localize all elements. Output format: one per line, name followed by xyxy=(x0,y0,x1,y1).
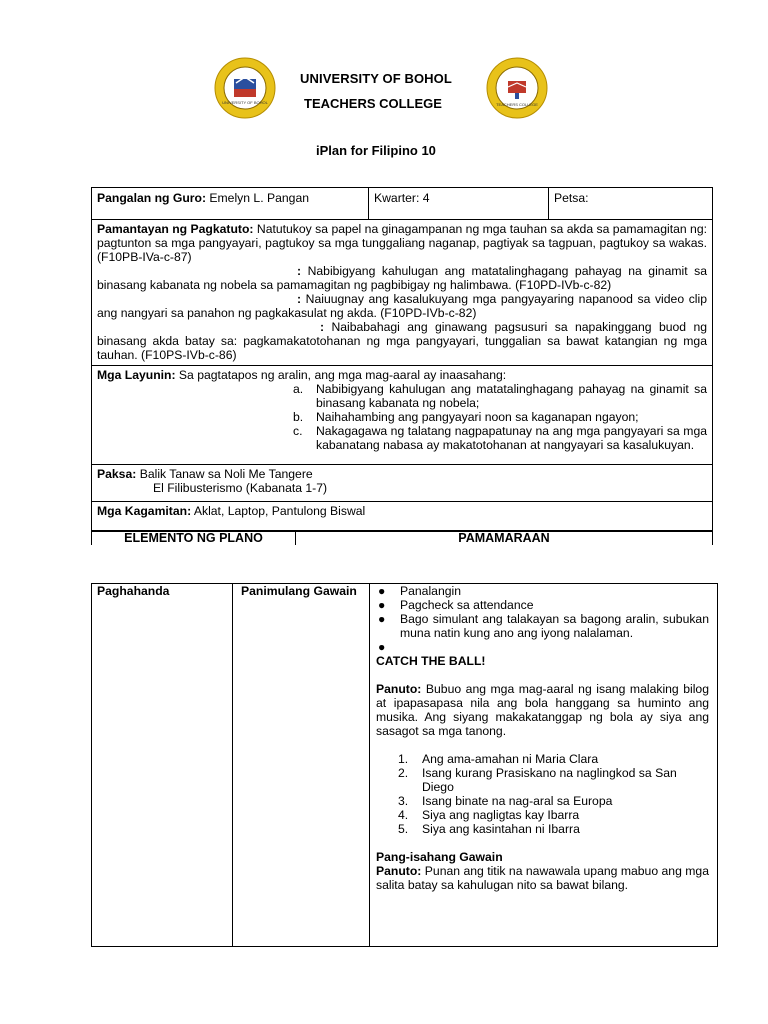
objective-item xyxy=(293,382,707,410)
question-text: Isang binate na nag-aral sa Europa xyxy=(422,794,613,808)
teacher-label: Pangalan ng Guro: xyxy=(97,191,207,205)
question-text: Ang ama-amahan ni Maria Clara xyxy=(422,752,599,766)
question-text: Siya ang kasintahan ni Ibarra xyxy=(422,822,580,836)
topic-line-2: El Filibusterismo (Kabanata 1-7) xyxy=(153,481,328,495)
question-text: Isang kurang Prasiskano na naglingkod sa San Diego xyxy=(422,766,677,794)
objectives-label: Mga Layunin: xyxy=(97,368,176,382)
bullet-dot: ● xyxy=(378,584,386,598)
standard-3: Naiuugnay ang kasalukuyang mga pangyayaring napanood sa video clip ang nangyari sa panahon ng pagkakasulat ng akda. (F10PD-IVb-c-82) xyxy=(97,292,707,320)
bullet-text: Pagcheck sa attendance xyxy=(400,598,534,612)
college-seal-logo xyxy=(486,57,548,119)
objectives-section xyxy=(91,366,713,465)
instructions-2-label: Panuto: xyxy=(376,864,422,878)
objective-item xyxy=(293,424,707,452)
question-number: 4. xyxy=(398,808,409,822)
preparation-cell: Paghahanda xyxy=(92,584,233,946)
question-text: Siya ang nagligtas kay Ibarra xyxy=(422,808,580,822)
question-item xyxy=(398,808,709,822)
instructions-label: Panuto: xyxy=(376,682,422,696)
info-row xyxy=(91,187,713,220)
individual-activity-title: Pang-isahang Gawain xyxy=(376,850,503,864)
materials-section xyxy=(91,502,713,531)
objective-item xyxy=(293,410,707,424)
university-seal-logo xyxy=(214,57,276,119)
element-header: ELEMENTO NG PLANO xyxy=(92,532,296,545)
question-number: 3. xyxy=(398,794,409,808)
bullet-item xyxy=(376,640,709,654)
bullet-dot: ● xyxy=(378,598,386,612)
plan-title: iPlan for Filipino 10 xyxy=(316,143,436,158)
materials-value: Aklat, Laptop, Pantulong Biswal xyxy=(191,504,366,518)
standard-1: Natutukoy sa papel na ginagampanan ng mga tauhan sa akda sa pamamagitan ng: pagtunton sa mga pangyayari, pagtukoy sa mga tunggaliang naganap, pagtiyak sa tagpuan, pagtukoy sa wakas. (F10PB-IVa-c-87) xyxy=(97,222,707,264)
objectives-list xyxy=(97,382,707,452)
date-cell: Petsa: xyxy=(554,191,589,205)
instructions-text: Bubuo ang mga mag-aaral ng isang malaking bilog at ipapasapasa nila ang bola hanggang sa huminto ang musika. Ang siyang makakatanggap ng bola ay siya ang sasagot sa mga tanong. xyxy=(376,682,709,738)
teacher-cell xyxy=(92,188,369,219)
procedure-header: PAMAMARAAN xyxy=(458,531,550,545)
instructions-2-text: Punan ang titik na nawawala upang mabuo ang mga salita batay sa kahulugan nito sa bawat bilang. xyxy=(376,864,709,892)
bullet-item xyxy=(376,584,709,598)
bullet-text: Bago simulant ang talakayan sa bagong aralin, subukan muna natin kung ano ang iyong nalalaman. xyxy=(400,612,709,640)
standard-4-colon: : xyxy=(320,320,325,334)
topic-line-1: Balik Tanaw sa Noli Me Tangere xyxy=(136,467,313,481)
question-number: 2. xyxy=(398,766,409,780)
standard-4: Naibabahagi ang ginawang pagsusuri sa napakinggang buod ng binasang akda batay sa: pagkamakatotohanan ng mga pangyayari, tunggalian sa bawat katangian ng mga tauhan. (F10PS-IVb-c-86) xyxy=(97,320,707,362)
question-item xyxy=(398,794,709,808)
logo-right-text: TEACHERS COLLEGE xyxy=(496,102,538,107)
standards-section xyxy=(91,220,713,366)
standard-3-colon: : xyxy=(297,292,302,306)
topic-section xyxy=(91,465,713,502)
question-number: 5. xyxy=(398,822,409,836)
document-header xyxy=(0,0,768,180)
standards-label: Pamantayan ng Pagkatuto: xyxy=(97,222,254,236)
teacher-value: Emelyn L. Pangan xyxy=(206,191,309,205)
procedure-bullets xyxy=(376,584,709,654)
lesson-plan-table xyxy=(91,187,713,545)
objective-marker: c. xyxy=(293,424,303,438)
objective-marker: b. xyxy=(293,410,304,424)
bullet-item xyxy=(376,612,709,640)
objective-text: Nabibigyang kahulugan ang matatalinghagang pahayag na ginamit sa binasang kabanata ng nobela; xyxy=(316,382,707,410)
objectives-intro: Sa pagtatapos ng aralin, ang mga mag-aaral ay inaasahang: xyxy=(175,368,507,382)
question-list xyxy=(376,752,709,836)
bullet-dot: ● xyxy=(378,640,386,654)
bullet-text: Panalangin xyxy=(400,584,461,598)
procedure-table xyxy=(91,583,718,947)
plan-element-header xyxy=(91,531,713,545)
objective-marker: a. xyxy=(293,382,304,396)
bullet-dot: ● xyxy=(378,612,386,626)
question-number: 1. xyxy=(398,752,409,766)
question-item xyxy=(398,766,709,794)
objective-text: Naihahambing ang pangyayari noon sa kaganapan ngayon; xyxy=(316,410,639,424)
opening-activity-cell: Panimulang Gawain xyxy=(233,584,370,946)
objective-text: Nakagagawa ng talatang nagpapatunay na ang mga pangyayari sa mga kabanatang nabasa ay makatotohanan at nangyayari sa kasalukuyan. xyxy=(316,424,707,452)
question-item xyxy=(398,752,709,766)
standard-2-colon: : xyxy=(297,264,302,278)
standard-2: Nabibigyang kahulugan ang matatalinghagang pahayag na ginamit sa binasang kabanata ng nobela sa pamamagitan ng pagbibigay ng halimbawa. (F10PD-IVb-c-82) xyxy=(97,264,707,292)
game-title: CATCH THE BALL! xyxy=(376,654,486,668)
bullet-item xyxy=(376,598,709,612)
procedure-content xyxy=(370,584,717,946)
quarter-cell: Kwarter: 4 xyxy=(369,188,549,219)
logo-left-text: UNIVERSITY OF BOHOL xyxy=(222,100,268,105)
university-name: UNIVERSITY OF BOHOL xyxy=(300,71,452,86)
materials-label: Mga Kagamitan: xyxy=(97,504,192,518)
topic-label: Paksa: xyxy=(97,467,137,481)
college-name: TEACHERS COLLEGE xyxy=(304,96,442,111)
question-item xyxy=(398,822,709,836)
